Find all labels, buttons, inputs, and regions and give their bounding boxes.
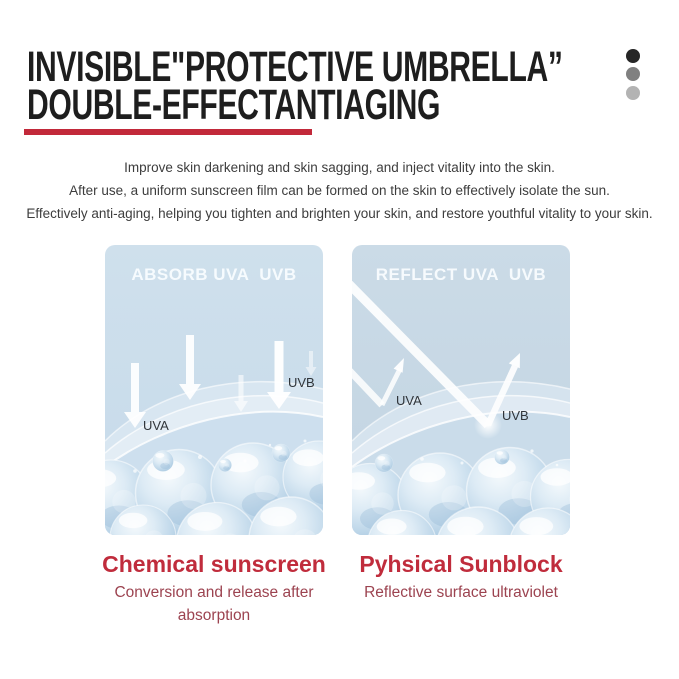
physical-caption-subtitle xyxy=(331,581,591,604)
physical-caption-block xyxy=(331,551,591,604)
description-line-2: After use, a uniform sunscreen film can be formed on the skin to effectively isolate the sun. xyxy=(69,183,610,198)
accent-bar xyxy=(24,129,312,135)
description-line-3: Effectively anti-aging, helping you tighten and brighten your skin, and restore youthful vitality to your skin. xyxy=(26,206,653,221)
absorb-header: ABSORB UVA UVB xyxy=(131,265,297,284)
decorative-dot-icon xyxy=(626,67,640,81)
absorb-illustration xyxy=(105,245,323,535)
chemical-caption-block xyxy=(84,551,344,627)
physical-caption-title: Pyhsical Sunblock xyxy=(359,551,563,577)
physical-subtitle-line-1: Reflective surface ultraviolet xyxy=(364,584,558,601)
title-line-1: INVISIBLE"PROTECTIVE UMBRELLA” xyxy=(27,43,563,91)
chemical-sunscreen-panel xyxy=(105,245,323,535)
title-line-2: DOUBLE-EFFECTANTIAGING xyxy=(27,81,441,129)
uva-label: UVA xyxy=(143,418,169,433)
reflect-header: REFLECT UVA UVB xyxy=(375,265,547,284)
uvb-label: UVB xyxy=(288,375,315,390)
description-line-1: Improve skin darkening and skin sagging, and inject vitality into the skin. xyxy=(124,160,555,175)
uva-label: UVA xyxy=(396,393,422,408)
chemical-subtitle-line-1: Conversion and release after xyxy=(114,584,314,601)
decorative-dot-icon xyxy=(626,49,640,63)
chemical-subtitle-line-2: absorption xyxy=(177,607,251,624)
chemical-caption-title: Chemical sunscreen xyxy=(102,551,326,577)
physical-sunblock-panel xyxy=(352,245,570,535)
description-text xyxy=(0,156,679,225)
reflect-illustration xyxy=(352,245,570,535)
uvb-label: UVB xyxy=(502,408,529,423)
chemical-caption-subtitle xyxy=(84,581,344,627)
collagen-bubbles xyxy=(352,448,570,536)
decorative-dot-icon xyxy=(626,86,640,100)
